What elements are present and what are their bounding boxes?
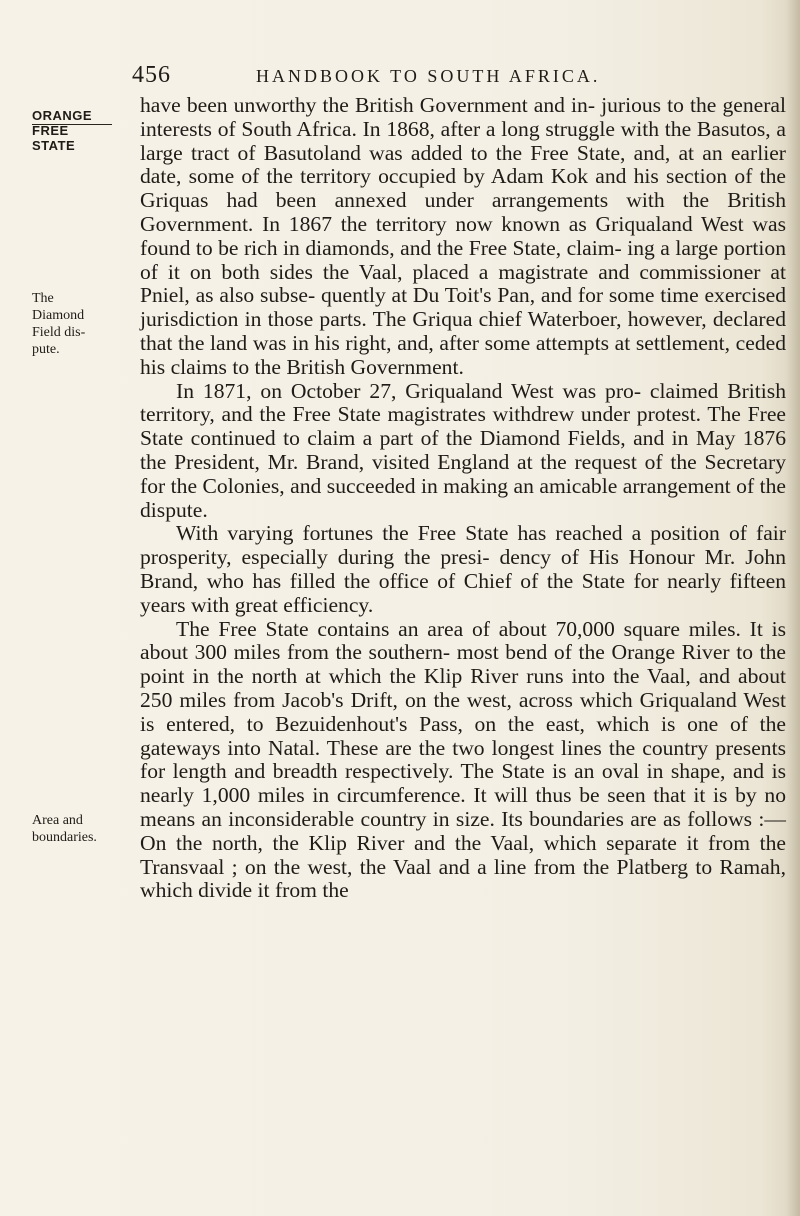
margin-rule (32, 124, 112, 125)
margin-note-section: ORANGE FREE STATE (32, 108, 93, 153)
paragraph-1: have been unworthy the British Government and in- jurious to the general interests of South Africa. In 1868, after a long struggle with the Basutos, a large tract of Basutoland was added to the Free State, and, at an earlier date, some of the territory occupied by Adam Kok and his section of the Griquas had been annexed under arrangements with the British Government. In 1867 the territory now known as Griqualand West was found to be rich in diamonds, and the Free State, claim- ing a large portion of it on both sides the Vaal, placed a magistrate and commissioner at Pniel, as also subse- quently at Du Toit's Pan, and for some time exercised jurisdiction in those parts. The Griqua chief Waterboer, however, declared that the land was in his right, and, after some attempts at settlement, ceded his claims to the British Government. (140, 93, 786, 379)
running-head: HANDBOOK TO SOUTH AFRICA. (256, 66, 601, 86)
paragraph-4: The Free State contains an area of about 70,000 square miles. It is about 300 miles from the southern- most bend of the Orange River to the point in the north at which the Klip River runs into the Vaal, and about 250 miles from Jacob's Drift, on the west, across which Griqualand West is entered, to Bezuidenhout's Pass, on the east, which is one of the gateways into Natal. These are the two longest lines the country presents for length and breadth respectively. The State is an oval in shape, and is nearly 1,000 miles in circumference. It will thus be seen that it is by no means an inconsiderable country in size. Its boundaries are as follows :—On the north, the Klip River and the Vaal, which separate it from the Transvaal ; on the west, the Vaal and a line from the Platberg to Ramah, which divide it from the (140, 616, 786, 903)
margin-note-area-boundaries: Area and boundaries. (32, 813, 97, 845)
body-text (140, 94, 786, 903)
paragraph-3: With varying fortunes the Free State has reached a position of fair prosperity, especially during the presi- dency of His Honour Mr. John Brand, who has filled the office of Chief of the State for nearly fifteen years with great efficiency. (140, 521, 786, 617)
page-header (0, 62, 800, 88)
page-number: 456 (132, 62, 171, 88)
margin-note-diamond-dispute: The Diamond Field dis- pute. (32, 291, 86, 357)
paragraph-2: In 1871, on October 27, Griqualand West was pro- claimed British territory, and the Free State magistrates withdrew under protest. The Free State continued to claim a part of the Diamond Fields, and in May 1876 the President, Mr. Brand, visited England at the request of the Secretary for the Colonies, and succeeded in making an amicable arrangement of the dispute. (140, 378, 786, 522)
page-edge-shadow (786, 0, 800, 1216)
